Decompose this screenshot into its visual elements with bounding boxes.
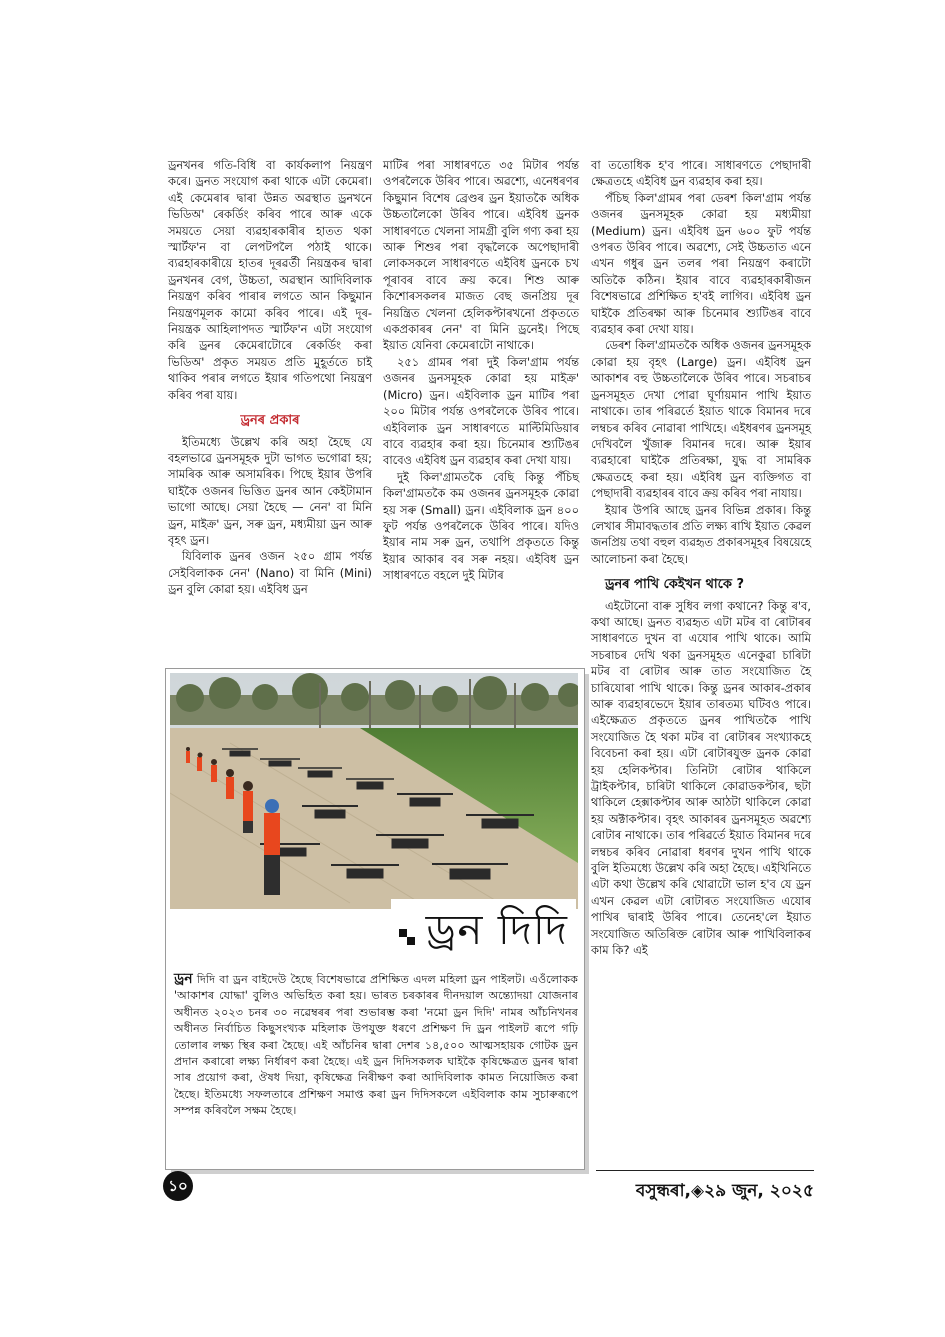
paragraph: ২৫১ গ্ৰামৰ পৰা দুই কিল'গ্ৰাম পৰ্যন্ত ওজনৰ ড্ৰনসমূহক কোৱা হয় মাইক্ৰ' (Micro) ড্ৰন। এইবিলাক ড্ৰন মাটিৰ পৰা ২০০ মিটাৰ পৰ্যন্ত ওপৰলৈকে উৰিব পাৰে। এইবিলাক ড্ৰন সাধাৰণতে মাল্টিমিডিয়াৰ বাবে ব্যৱহাৰ কৰা হয়। চিনেমাৰ শ্যুটিঙৰ বাবেও এইবিধ ড্ৰন ব্যৱহাৰ কৰা দেখা যায়। — [383, 354, 579, 468]
page-number-badge: ১০ — [163, 1171, 193, 1201]
article-column-3 — [591, 157, 811, 959]
paragraph: এইটোনো বাৰু সুধিব লগা কথানে? কিন্তু ৰ'ব, কথা আছে। ড্ৰনত ব্যৱহৃত এটা মটৰ বা ৰোটাৰৰ সাধাৰণতে দুখন বা এযোৰ পাখি থাকে। আমি সচৰাচৰ দেখি থকা ড্ৰনসমূহত এনেকুৱা চাৰিটা মটৰ বা ৰোটাৰ আৰু তাত সংযোজিত হৈ চাৰিযোৰা পাখি থাকে। কিন্তু ড্ৰনৰ আকাৰ-প্ৰকাৰ আৰু ব্যৱহাৰভেদে ইয়াৰ তাৰতম্য ঘটিবও পাৰে। এইক্ষেত্ৰত প্ৰকৃততে ড্ৰনৰ পাখিতকৈ পাখি সংযোজিত হৈ থকা মটৰ বা ৰোটাৰৰ সংখ্যাকহে বিবেচনা কৰা হয়। এটা ৰোটাৰযুক্ত ড্ৰনক কোৱা হয় হেলিকপ্টাৰ। তিনিটা ৰোটাৰ থাকিলে ট্ৰাইকপ্টাৰ, চাৰিটা থাকিলে কোৱাডকপ্টাৰ, ছটা থাকিলে হেক্সাকপ্টাৰ আৰু আঠটা থাকিলে কোৱা হয় অক্টাকপ্টাৰ। বৃহৎ আকাৰৰ ড্ৰনসমূহত অৱশ্যে ৰোটাৰ নাথাকে। তাৰ পৰিৱৰ্তে ইয়াত বিমানৰ দৰে লম্বচৰ কৰিব নোৱাৰা ধৰণৰ দুখন পাখি থাকে বুলি ইতিমধ্যে উল্লেখ কৰি অহা হৈছে। এইখিনিতে এটা কথা উল্লেখ কৰি থোৱাটো ভাল হ'ব যে ড্ৰন এখন কেৱল এটা ৰোটাৰত সংযোজিত এযোৰ পাখিৰ দ্বাৰাই উৰিব পাৰে। তেনেহ'লে ইয়াত সংযোজিত অতিৰিক্ত ৰোটাৰ আৰু পাখিবিলাকৰ কাম কি? এই — [591, 598, 811, 958]
publication-footer: বসুন্ধৰা,◈২৯ জুন, ২০২৫ — [635, 1181, 814, 1201]
feature-title-box — [391, 899, 576, 961]
paragraph: পঁচিছ কিল'গ্ৰামৰ পৰা ডেৰশ কিল'গ্ৰাম পৰ্যন্ত ওজনৰ ড্ৰনসমূহক কোৱা হয় মধ্যমীয়া (Medium) ড্ৰন। এইবিধ ড্ৰন ৬০০ ফুট পৰ্যন্ত ওপৰত উৰিব পাৰে। অৱশ্যে, সেই উচ্চতাত এনে এখন গধুৰ ড্ৰন তলৰ পৰা নিয়ন্ত্ৰণ কৰাটো অতিকৈ কঠিন। ইয়াৰ বাবে ব্যৱহাৰকাৰীজন বিশেষভাৱে প্ৰশিক্ষিত হ'বই লাগিব। এইবিধ ড্ৰন ঘাইকৈ প্ৰতিৰক্ষা আৰু চিনেমাৰ শ্যুটিঙৰ বাবে ব্যৱহাৰ কৰা দেখা যায়। — [591, 190, 811, 337]
caption-body: দিদি বা ড্ৰন বাইদেউ হৈছে বিশেষভাৱে প্ৰশিক্ষিত এদল মহিলা ড্ৰন পাইলট। এওঁলোকক 'আকাশৰ যোদ্ধা' বুলিও অভিহিত কৰা হয়। ভাৰত চৰকাৰৰ দীনদয়াল অন্ত্যোদয়া যোজনাৰ অধীনত ২০২৩ চনৰ ৩০ নৱেম্বৰৰ পৰা শুভাৰম্ভ কৰা 'নমো ড্ৰন দিদি' নামৰ আঁচনিখনৰ অধীনত নিৰ্বাচিত কিছুসংখ্যক মহিলাক উপযুক্ত ধৰণে প্ৰশিক্ষণ দি ড্ৰন পাইলট ৰূপে গঢ়ি তোলাৰ লক্ষ্য স্থিৰ কৰা হৈছে। এই আঁচনিৰ দ্বাৰা দেশৰ ১৪,৫০০ আত্মসহায়ক গোটক ড্ৰন প্ৰদান কৰাৰো লক্ষ্য নিৰ্ধাৰণ কৰা হৈছে। এই ড্ৰন দিদিসকলক ঘাইকৈ কৃষিক্ষেত্ৰত ড্ৰনৰ দ্বাৰা সাৰ প্ৰয়োগ কৰা, ঔষধ দিয়া, কৃষিক্ষেত্ৰ নিৰীক্ষণ কৰা আদিবিলাক কামত নিয়োজিত কৰা হৈছে। ইতিমধ্যে সফলতাৰে প্ৰশিক্ষণ সমাপ্ত কৰা ড্ৰন দিদিসকলে এইবিলাক কাম সুচাৰুৰূপে সম্পন্ন কৰিবলৈ সক্ষম হৈছে। — [174, 973, 578, 1118]
article-column-2 — [383, 157, 579, 584]
section-heading-drone-types: ড্ৰনৰ প্ৰকাৰ — [240, 413, 300, 429]
section-heading-drone-wings: ড্ৰনৰ পাখি কেইখন থাকে ? — [605, 577, 745, 593]
article-column-1 — [168, 157, 372, 598]
paragraph: দুই কিল'গ্ৰামতকৈ বেছি কিন্তু পঁচিছ কিল'গ্ৰামতকৈ কম ওজনৰ ড্ৰনসমূহক কোৱা হয় সৰু (Small) ড্ৰন। এইবিলাক ড্ৰন ৪০০ ফুট পৰ্যন্ত ওপৰলৈকে উৰিব পাৰে। যদিও ইয়াৰ নাম সৰু ড্ৰন, তথাপি প্ৰকৃততে কিন্তু ইয়াৰ আকাৰ বৰ সৰু নহয়। এইবিধ ড্ৰন সাধাৰণতে বহলে দুই মিটাৰ — [383, 469, 579, 583]
caption-lead: ড্ৰন — [174, 971, 193, 987]
drone-pilots-photo — [170, 673, 578, 909]
paragraph: ড্ৰনখনৰ গতি-বিধি বা কাৰ্যকলাপ নিয়ন্ত্ৰণ কৰে। ড্ৰনত সংযোগ কৰা থাকে এটা কেমেৰা। এই কেমেৰাৰ দ্বাৰা উন্নত অৱস্থাত ড্ৰনখনে ভিডিঅ' ৰেকৰ্ডিং কৰিব পাৰে আৰু একে সময়তে সেয়া ব্যৱহাৰকাৰীৰ হাতত থকা স্মাৰ্টফ'ন বা লেপটপলৈ পঠাই থাকে। ব্যৱহাৰকাৰীয়ে হাতৰ দূৰৱৰ্তী নিয়ন্ত্ৰকৰ দ্বাৰা ড্ৰনখনৰ বেগ, উচ্চতা, অৱস্থান আদিবিলাক নিয়ন্ত্ৰণ কৰিব পাৰাৰ লগতে আন কিছুমান নিয়ন্ত্ৰণমূলক কামো কৰিব পাৰে। এই দূৰ-নিয়ন্ত্ৰক আহিলাপদত স্মাৰ্টফ'ন এটা সংযোগ কৰি ড্ৰনৰ কেমেৰাটোৰে ৰেকৰ্ডিং কৰা ভিডিঅ' প্ৰকৃত সময়ত প্ৰতি মুহূৰ্ততে চাই থাকিব পৰাৰ লগতে ইয়াৰ গতিপথো নিয়ন্ত্ৰণ কৰিব পৰা যায়। — [168, 158, 372, 402]
paragraph: ডেৰশ কিল'গ্ৰামতকৈ অধিক ওজনৰ ড্ৰনসমূহক কোৱা হয় বৃহৎ (Large) ড্ৰন। এইবিধ ড্ৰন আকাশৰ বহু উচ্চতালৈকে উৰিব পাৰে। সচৰাচৰ ড্ৰনসমূহত দেখা পোৱা ঘূৰ্ণায়মান পাখি ইয়াত নাথাকে। তাৰ পৰিৱৰ্তে ইয়াত থাকে বিমানৰ দৰে লম্বচৰ কৰিব নোৱাৰা পাখিহে। এইধৰণৰ ড্ৰনসমূহ দেখিবলৈ খুঁজাৰু বিমানৰ দৰে। আৰু ইয়াৰ ব্যৱহাৰো ঘাইকৈ প্ৰতিৰক্ষা, যুদ্ধ বা সামৰিক ক্ষেত্ৰতহে কৰা হয়। এইবিধ ড্ৰন ব্যক্তিগত বা পেছাদাৰী ব্যৱহাৰৰ বাবে ক্ৰয় কৰিব পৰা নাযায়। — [591, 338, 811, 501]
paragraph: মাটিৰ পৰা সাধাৰণতে ৩৫ মিটাৰ পৰ্যন্ত ওপৰলৈকে উৰিব পাৰে। অৱশ্যে, এনেধৰণৰ কিছুমান বিশেষ ব্ৰেণ্ডৰ ড্ৰন ইয়াতকৈ অধিক উচ্চতালৈকো উৰিব পাৰে। এইবিধ ড্ৰনক সাধাৰণতে খেলনা সামগ্ৰী বুলি গণ্য কৰা হয় আৰু শিশুৰ পৰা বৃদ্ধলৈকে অপেছাদাৰী লোকসকলে সাধাৰণতে এইবিধ ড্ৰনকে চখ পূৰাবৰ বাবে ক্ৰয় কৰে। শিশু আৰু কিশোৰসকলৰ মাজত বেছ জনপ্ৰিয় দূৰ নিয়ন্ত্ৰিত খেলনা হেলিকপ্টাৰখনো প্ৰকৃততে একপ্ৰকাৰৰ নেন' বা মিনি ড্ৰনেই। পিছে ইয়াত যেনিবা কেমেৰাটো নাথাকে। — [383, 158, 579, 353]
paragraph: ইয়াৰ উপৰি আছে ড্ৰনৰ বিভিন্ন প্ৰকাৰ। কিন্তু লেখাৰ সীমাবদ্ধতাৰ প্ৰতি লক্ষ্য ৰাখি ইয়াত কেৱল জনপ্ৰিয় তথা বহুল ব্যৱহৃত প্ৰকাৰসমূহৰ বিষয়েহে আলোচনা কৰা হৈছে। — [591, 502, 811, 566]
ornament-icon — [399, 929, 415, 945]
feature-caption — [174, 971, 578, 1120]
paragraph: যিবিলাক ড্ৰনৰ ওজন ২৫০ গ্ৰাম পৰ্যন্ত সেইবিলাকক নেন' (Nano) বা মিনি (Mini) ড্ৰন বুলি কোৱা হয়। এইবিধ ড্ৰন — [168, 549, 372, 597]
feature-title: ড্ৰন দিদি — [425, 905, 568, 954]
footer-rule — [596, 1170, 814, 1171]
paragraph: বা ততোধিক হ'ব পাৰে। সাধাৰণতে পেছাদাৰী ক্ষেত্ৰতহে এইবিধ ড্ৰন ব্যৱহাৰ কৰা হয়। — [591, 158, 811, 189]
feature-box-drone-didi — [165, 668, 585, 1170]
paragraph: ইতিমধ্যে উল্লেখ কৰি অহা হৈছে যে বহলভাৱে ড্ৰনসমূহক দুটা ভাগত ভগোৱা হয়; সামৰিক আৰু অসামৰিক। পিছে ইয়াৰ উপৰি ঘাইকৈ ওজনৰ ভিত্তিত ড্ৰনৰ আন কেইটামান ভাগো আছে। সেয়া হৈছে — নেন' বা মিনি ড্ৰন, মাইক্ৰ' ড্ৰন, সৰু ড্ৰন, মধ্যমীয়া ড্ৰন আৰু বৃহৎ ড্ৰন। — [168, 434, 372, 547]
